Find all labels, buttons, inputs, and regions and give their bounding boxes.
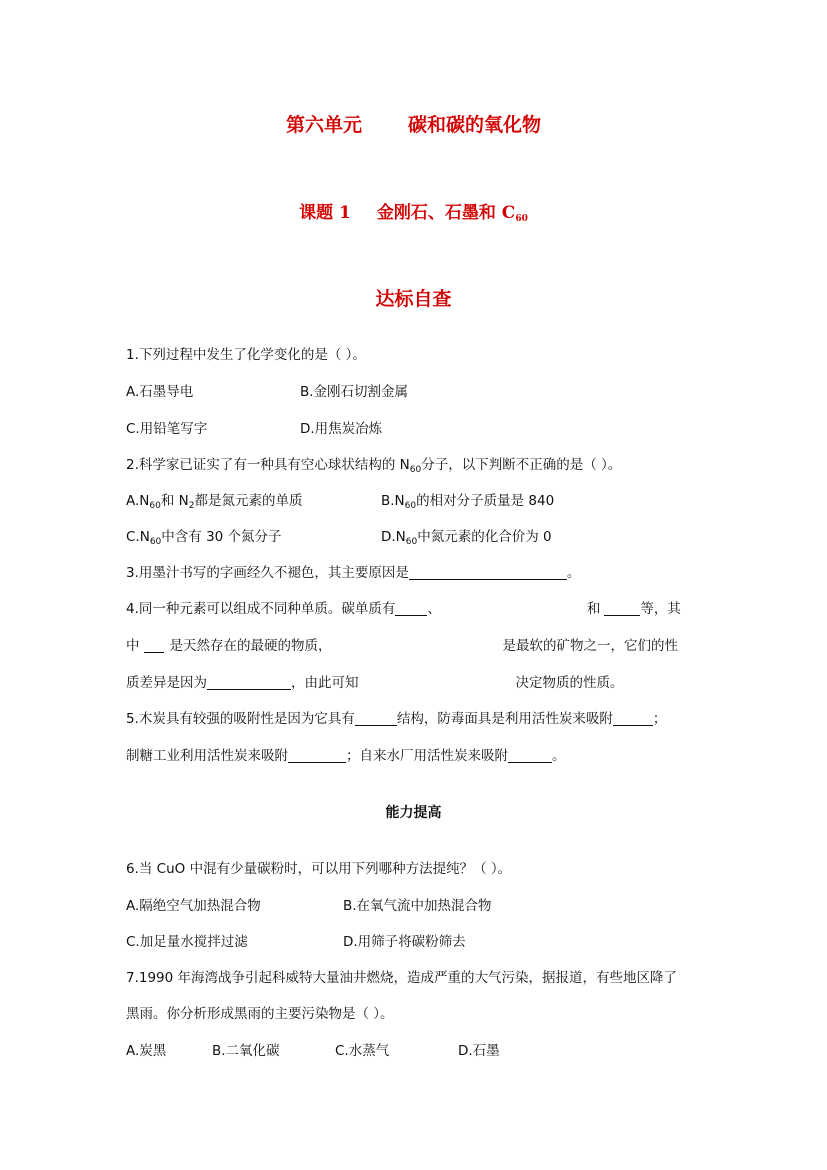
q2-stem-post: 分子，以下判断不正确的是（ ）。 bbox=[421, 457, 622, 473]
q2-a-mid: 和 N bbox=[160, 493, 189, 509]
q5-blank-3[interactable] bbox=[288, 748, 346, 763]
q2-c-sub: 60 bbox=[149, 537, 162, 547]
q2-option-b bbox=[381, 492, 554, 510]
q5-line2 bbox=[126, 747, 566, 765]
q4-line1 bbox=[126, 600, 681, 618]
q6-option-c: C.加足量水搅拌过滤 bbox=[126, 934, 248, 950]
q3-line bbox=[126, 564, 580, 582]
unit-name: 碳和碳的氧化物 bbox=[408, 114, 542, 136]
q6-option-b: B.在氧气流中加热混合物 bbox=[343, 898, 492, 914]
q2-a-sub2: 2 bbox=[188, 501, 195, 511]
q4-line3 bbox=[126, 674, 624, 692]
q4-l1-mid2: 和 bbox=[586, 601, 601, 617]
q5-line1 bbox=[126, 710, 666, 728]
q2-option-c bbox=[126, 528, 282, 546]
q6-option-d: D.用筛子将碳粉筛去 bbox=[343, 934, 466, 950]
q3-blank[interactable] bbox=[409, 565, 567, 580]
q5-blank-4[interactable] bbox=[508, 748, 552, 763]
q2-a-sub1: 60 bbox=[149, 501, 161, 511]
q2-d-pre: D.N bbox=[381, 529, 406, 545]
q2-option-d bbox=[381, 528, 552, 546]
q5-l2-post: 。 bbox=[552, 748, 566, 764]
q2-option-a bbox=[126, 492, 302, 510]
q2-a-pre: A.N bbox=[126, 493, 150, 509]
q4-l2-pre: 中 bbox=[126, 638, 140, 654]
q5-l1-mid: 结构，防毒面具是利用活性炭来吸附 bbox=[396, 711, 613, 727]
q4-blank-3[interactable] bbox=[144, 638, 164, 653]
q5-l2-pre: 制糖工业利用活性炭来吸附 bbox=[126, 748, 288, 764]
q5-l2-mid: ；自来水厂用活性炭来吸附 bbox=[346, 748, 508, 764]
q6-option-a: A.隔绝空气加热混合物 bbox=[126, 898, 261, 914]
q2-c-pre: C.N bbox=[126, 529, 150, 545]
subsection-title: 能力提高 bbox=[385, 805, 442, 821]
q7-line1: 7.1990 年海湾战争引起科威特大量油井燃烧，造成严重的大气污染，据报道，有些地区降了 bbox=[126, 970, 678, 986]
q1-stem: 1.下列过程中发生了化学变化的是（ ）。 bbox=[126, 347, 366, 363]
q4-l2-post: 是最软的矿物之一，它们的性 bbox=[502, 638, 678, 654]
q6-stem: 6.当 CuO 中混有少量碳粉时，可以用下列哪种方法提纯？（ ）。 bbox=[126, 861, 512, 877]
q7-option-b: B.二氧化碳 bbox=[212, 1043, 280, 1059]
lesson-label: 课题 1 bbox=[299, 203, 351, 223]
q4-l2-mid: 是天然存在的最硬的物质， bbox=[169, 638, 332, 654]
q2-stem bbox=[126, 456, 621, 474]
q7-line2: 黑雨。你分析形成黑雨的主要污染物是（ ）。 bbox=[126, 1006, 394, 1022]
q5-l1-post: ； bbox=[652, 711, 667, 727]
q2-stem-pre: 2.科学家已证实了有一种具有空心球状结构的 N bbox=[126, 457, 410, 473]
q1-options-row1 bbox=[126, 383, 193, 401]
q2-a-post: 都是氮元素的单质 bbox=[194, 493, 303, 509]
q4-blank-4[interactable] bbox=[207, 675, 291, 690]
lesson-name: 金刚石、石墨和 C bbox=[376, 203, 516, 223]
q4-l3-pre: 质差异是因为 bbox=[126, 675, 207, 691]
q4-l1-post: 等，其 bbox=[640, 601, 681, 617]
q4-l3-mid: ，由此可知 bbox=[291, 675, 359, 691]
lesson-subscript: 60 bbox=[515, 214, 528, 224]
q4-l3-post: 决定物质的性质。 bbox=[515, 675, 624, 691]
q4-blank-1[interactable] bbox=[395, 601, 427, 616]
q2-c-post: 中含有 30 个氮分子 bbox=[161, 529, 282, 545]
q5-blank-1[interactable] bbox=[355, 711, 397, 726]
q4-l1-pre: 4.同一种元素可以组成不同种单质。碳单质有 bbox=[126, 601, 396, 617]
q2-b-post: 的相对分子质量是 840 bbox=[416, 493, 555, 509]
q1-option-b: B.金刚石切割金属 bbox=[300, 384, 409, 400]
q2-stem-sub: 60 bbox=[409, 465, 422, 475]
q7-option-a: A.炭黑 bbox=[126, 1043, 167, 1059]
q1-option-a: A.石墨导电 bbox=[126, 384, 194, 400]
q5-blank-2[interactable] bbox=[613, 711, 653, 726]
q1-option-d: D.用焦炭冶炼 bbox=[300, 421, 383, 437]
q3-post: 。 bbox=[566, 565, 581, 581]
q2-b-pre: B.N bbox=[381, 493, 405, 509]
unit-label: 第六单元 bbox=[285, 114, 362, 136]
q4-line2 bbox=[126, 637, 678, 655]
unit-title bbox=[0, 110, 827, 137]
q2-d-post: 中氮元素的化合价为 0 bbox=[417, 529, 552, 545]
q5-l1-pre: 5.木炭具有较强的吸附性是因为它具有 bbox=[126, 711, 355, 727]
q3-pre: 3.用墨汁书写的字画经久不褪色，其主要原因是 bbox=[126, 565, 409, 581]
section-title: 达标自查 bbox=[375, 288, 452, 310]
q1-option-c: C.用铅笔写字 bbox=[126, 421, 208, 437]
q7-option-c: C.水蒸气 bbox=[335, 1043, 390, 1059]
q2-d-sub: 60 bbox=[405, 537, 418, 547]
q2-b-sub: 60 bbox=[404, 501, 417, 511]
q4-blank-2[interactable] bbox=[604, 601, 640, 616]
q7-option-d: D.石墨 bbox=[458, 1043, 500, 1059]
q4-l1-mid1: 、 bbox=[427, 601, 441, 617]
lesson-title bbox=[0, 198, 827, 223]
